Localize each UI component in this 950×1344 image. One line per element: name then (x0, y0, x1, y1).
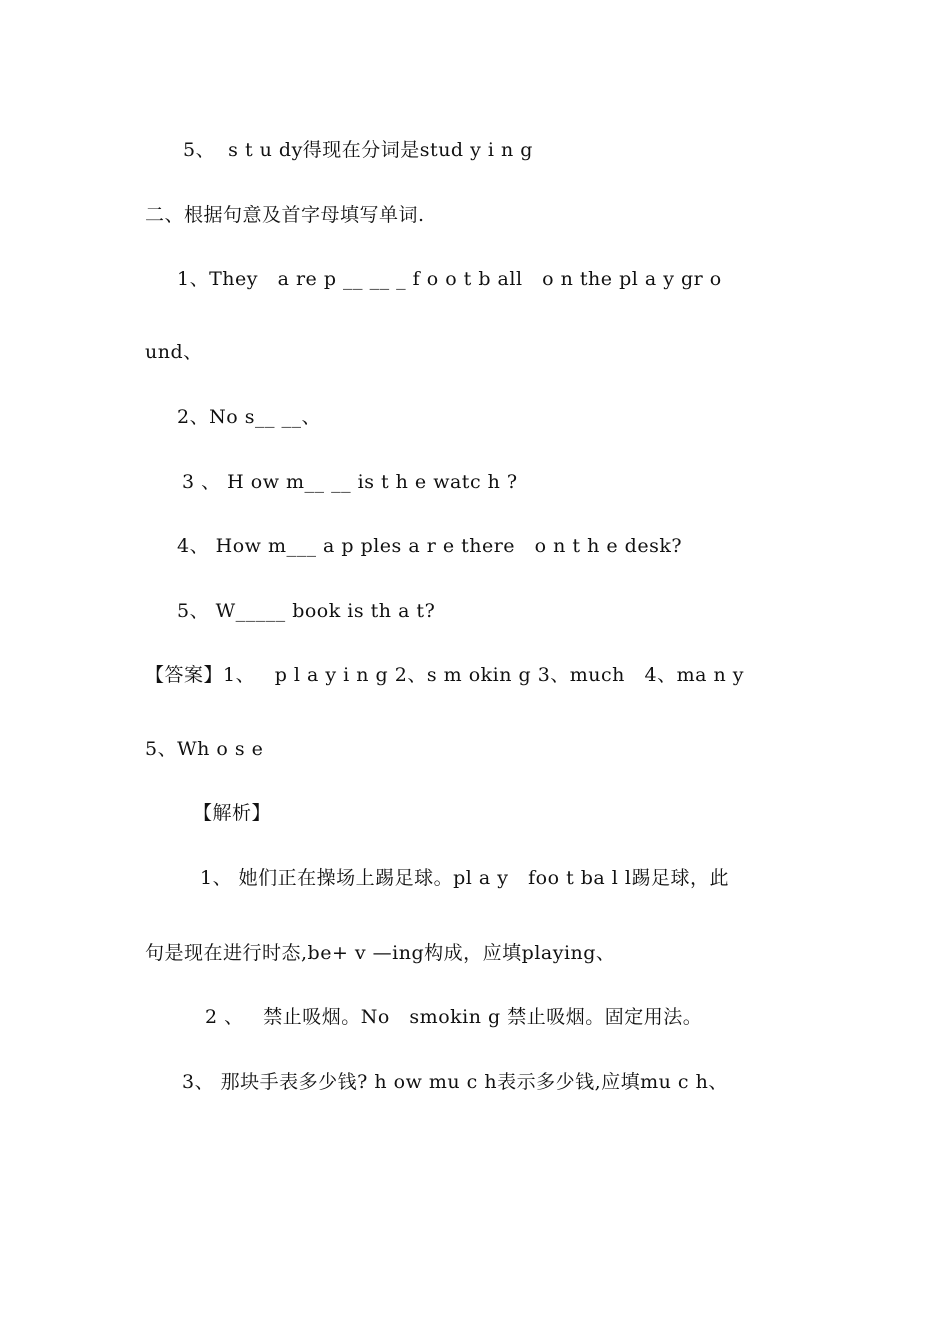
question-1-continuation: und、 (145, 341, 203, 363)
answer-continuation: 5、Wh o s e (145, 738, 264, 760)
analysis-3-line: 3、 那块手表多少钱? h ow mu c h表示多少钱,应填mu c h、 (182, 1071, 728, 1093)
analysis-2-line: 2 、 禁止吸烟。No smokin g 禁止吸烟。固定用法。 (205, 1006, 703, 1028)
answer-line: 【答案】1、 p l a y i n g 2、s m okin g 3、much 4、ma n y (145, 664, 745, 686)
question-3-line: 3 、 H ow m__ __ is t h e watc h ? (182, 471, 518, 493)
question-5-line: 5、 W_____ book is th a t? (177, 600, 436, 622)
question-4-line: 4、 How m___ a p ples a r e there o n t h e desk? (177, 535, 683, 557)
text-line-study-participle: 5、 s t u dy得现在分词是stud y i n g (183, 139, 533, 161)
section-heading-fill-words: 二、根据句意及首字母填写单词. (145, 204, 425, 226)
question-1-line: 1、They a re p __ __ _ f o o t b all o n the pl a y gr o (177, 268, 722, 290)
analysis-heading: 【解析】 (193, 802, 272, 824)
analysis-1-continuation: 句是现在进行时态,be+ v —ing构成，应填playing、 (145, 942, 616, 964)
question-2-line: 2、No s__ __、 (177, 406, 321, 428)
analysis-1-line: 1、 她们正在操场上踢足球。pl a y foo t ba l l踢足球，此 (200, 867, 729, 889)
